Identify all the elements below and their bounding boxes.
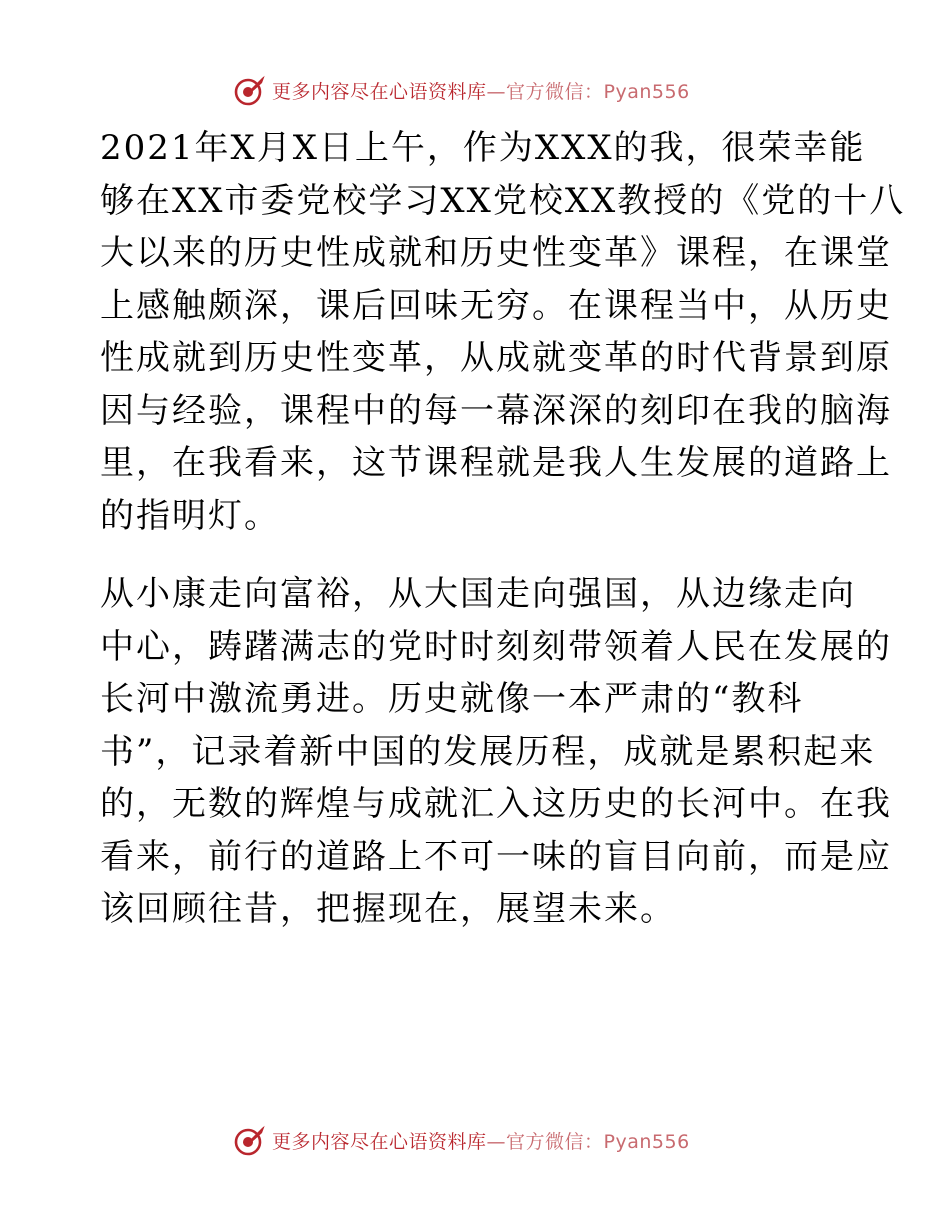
header-contact-text: —官方微信：Pyan556 xyxy=(486,80,690,103)
text-line: 的，无数的辉煌与成就汇入这历史的长河中。在我 xyxy=(100,784,892,824)
text-line: 该回顾往昔，把握现在，展望未来。 xyxy=(100,889,676,929)
header-watermark xyxy=(232,70,732,110)
quill-logo-icon xyxy=(232,72,268,108)
text-line: 上感触颇深，课后回味无穷。在课程当中，从历史 xyxy=(100,285,892,326)
paragraph-1 xyxy=(100,122,906,542)
text-line: 书”，记录着新中国的发展历程，成就是累积起来 xyxy=(100,731,876,772)
text-line: 性成就到历史性变革，从成就变革的时代背景到原 xyxy=(100,338,892,378)
footer-contact-text: —官方微信：Pyan556 xyxy=(486,1130,690,1153)
footer-watermark xyxy=(232,1120,732,1160)
footer-banner-text xyxy=(272,1127,690,1154)
header-site-text: 更多内容尽在心语资料库 xyxy=(272,80,487,103)
paragraph-2 xyxy=(100,568,892,936)
footer-site-text: 更多内容尽在心语资料库 xyxy=(272,1130,487,1153)
text-line: 从小康走向富裕，从大国走向强国，从边缘走向 xyxy=(100,574,856,614)
quill-logo-icon xyxy=(232,1122,268,1158)
document-body xyxy=(100,122,906,936)
text-line: 里，在我看来，这节课程就是我人生发展的道路上 xyxy=(100,443,892,483)
header-banner-text xyxy=(272,77,690,104)
text-line: 2021年X月X日上午，作为XXX的我，很荣幸能 xyxy=(100,128,866,168)
text-line: 大以来的历史性成就和历史性变革》课程，在课堂 xyxy=(100,233,892,273)
text-line: 够在XX市委党校学习XX党校XX教授的《党的十八 xyxy=(100,180,906,221)
text-line: 中心，踌躇满志的党时时刻刻带领着人民在发展的 xyxy=(100,626,892,667)
text-line: 的指明灯。 xyxy=(100,495,280,536)
text-line: 长河中激流勇进。历史就像一本严肃的“教科 xyxy=(100,679,804,719)
text-line: 因与经验，课程中的每一幕深深的刻印在我的脑海 xyxy=(100,390,892,431)
text-line: 看来，前行的道路上不可一味的盲目向前，而是应 xyxy=(100,836,892,877)
